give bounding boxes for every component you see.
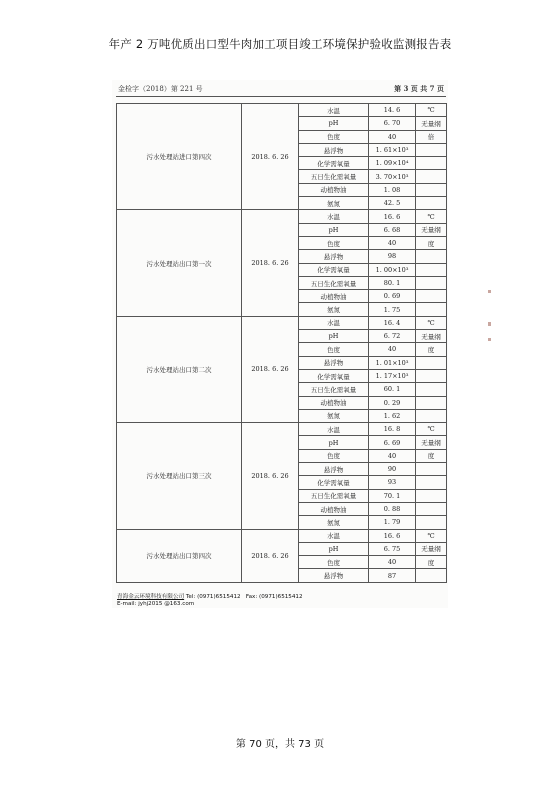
value-cell: 16. 8 — [369, 423, 416, 436]
unit-cell — [416, 197, 447, 210]
unit-cell — [416, 476, 447, 489]
unit-cell: 度 — [416, 343, 447, 356]
parameter-cell: pH — [299, 117, 369, 130]
parameter-cell: 动植物油 — [299, 183, 369, 196]
unit-cell — [416, 569, 447, 582]
unit-cell — [416, 369, 447, 382]
parameter-cell: 化学需氧量 — [299, 476, 369, 489]
parameter-cell: pH — [299, 436, 369, 449]
unit-cell: 度 — [416, 236, 447, 249]
unit-cell: ℃ — [416, 529, 447, 542]
value-cell: 0. 88 — [369, 502, 416, 515]
value-cell: 1. 79 — [369, 516, 416, 529]
value-cell: 16. 6 — [369, 529, 416, 542]
value-cell: 1. 62 — [369, 409, 416, 422]
value-cell: 0. 29 — [369, 396, 416, 409]
value-cell: 1. 01×10³ — [369, 356, 416, 369]
table-row — [117, 210, 447, 223]
unit-cell — [416, 516, 447, 529]
sampling-location-cell: 污水处理站出口第四次 — [117, 529, 242, 582]
unit-cell: 倍 — [416, 130, 447, 143]
company-contact-line — [117, 592, 303, 600]
unit-cell — [416, 396, 447, 409]
unit-cell — [416, 356, 447, 369]
unit-cell: 无量纲 — [416, 223, 447, 236]
unit-cell — [416, 183, 447, 196]
parameter-cell: 悬浮物 — [299, 569, 369, 582]
table-row — [117, 529, 447, 542]
report-title: 年产 2 万吨优质出口型牛肉加工项目竣工环境保护验收监测报告表 — [108, 37, 452, 51]
unit-cell — [416, 489, 447, 502]
value-cell: 98 — [369, 250, 416, 263]
parameter-cell: 悬浮物 — [299, 463, 369, 476]
value-cell: 40 — [369, 556, 416, 569]
unit-cell: 无量纲 — [416, 330, 447, 343]
tel-number: (0971)6515412 — [197, 594, 241, 600]
parameter-cell: pH — [299, 330, 369, 343]
value-cell: 1. 61×10³ — [369, 143, 416, 156]
unit-cell: 度 — [416, 556, 447, 569]
sampling-date-cell: 2018. 6. 26 — [242, 316, 299, 422]
parameter-cell: 色度 — [299, 449, 369, 462]
value-cell: 1. 17×10³ — [369, 369, 416, 382]
value-cell: 80. 1 — [369, 276, 416, 289]
unit-cell — [416, 263, 447, 276]
parameter-cell: 五日生化需氧量 — [299, 489, 369, 502]
document-page-label: 第 3 页 共 7 页 — [394, 84, 444, 93]
parameter-cell: 化学需氧量 — [299, 369, 369, 382]
unit-cell: 无量纲 — [416, 117, 447, 130]
unit-cell: 无量纲 — [416, 542, 447, 555]
parameter-cell: 动植物油 — [299, 396, 369, 409]
value-cell: 6. 70 — [369, 117, 416, 130]
parameter-cell: 色度 — [299, 236, 369, 249]
unit-cell — [416, 383, 447, 396]
unit-cell — [416, 303, 447, 316]
sampling-date-cell: 2018. 6. 26 — [242, 529, 299, 582]
value-cell: 40 — [369, 130, 416, 143]
document-number: 金检字（2018）第 221 号 — [118, 85, 203, 93]
parameter-cell: 化学需氧量 — [299, 157, 369, 170]
parameter-cell: 悬浮物 — [299, 143, 369, 156]
parameter-cell: 水温 — [299, 210, 369, 223]
parameter-cell: 氨氮 — [299, 516, 369, 529]
email-line — [117, 601, 194, 607]
value-cell: 70. 1 — [369, 489, 416, 502]
parameter-cell: 色度 — [299, 130, 369, 143]
parameter-cell: pH — [299, 542, 369, 555]
email-address: jyhj2015 @163.com — [138, 601, 195, 607]
table-row — [117, 316, 447, 329]
value-cell: 90 — [369, 463, 416, 476]
value-cell: 1. 09×10⁴ — [369, 157, 416, 170]
unit-cell: ℃ — [416, 104, 447, 117]
unit-cell: ℃ — [416, 423, 447, 436]
parameter-cell: 五日生化需氧量 — [299, 170, 369, 183]
sampling-location-cell: 污水处理站进口第四次 — [117, 104, 242, 210]
parameter-cell: 水温 — [299, 529, 369, 542]
value-cell: 60. 1 — [369, 383, 416, 396]
parameter-cell: 五日生化需氧量 — [299, 276, 369, 289]
unit-cell: 无量纲 — [416, 436, 447, 449]
unit-cell — [416, 502, 447, 515]
table-row — [117, 104, 447, 117]
value-cell: 6. 75 — [369, 542, 416, 555]
unit-cell — [416, 463, 447, 476]
header-rule — [116, 96, 446, 97]
value-cell: 40 — [369, 236, 416, 249]
unit-cell — [416, 157, 447, 170]
value-cell: 40 — [369, 449, 416, 462]
unit-cell: ℃ — [416, 316, 447, 329]
parameter-cell: 氨氮 — [299, 303, 369, 316]
value-cell: 42. 5 — [369, 197, 416, 210]
monitoring-table-body — [117, 104, 447, 583]
parameter-cell: 动植物油 — [299, 502, 369, 515]
value-cell: 16. 4 — [369, 316, 416, 329]
unit-cell — [416, 276, 447, 289]
parameter-cell: 五日生化需氧量 — [299, 383, 369, 396]
parameter-cell: 悬浮物 — [299, 356, 369, 369]
unit-cell — [416, 170, 447, 183]
parameter-cell: 氨氮 — [299, 197, 369, 210]
table-row — [117, 423, 447, 436]
value-cell: 1. 75 — [369, 303, 416, 316]
parameter-cell: 悬浮物 — [299, 250, 369, 263]
sampling-date-cell: 2018. 6. 26 — [242, 210, 299, 316]
sampling-location-cell: 污水处理站出口第二次 — [117, 316, 242, 422]
value-cell: 14. 6 — [369, 104, 416, 117]
parameter-cell: pH — [299, 223, 369, 236]
scan-margin-mark — [488, 322, 491, 326]
parameter-cell: 色度 — [299, 556, 369, 569]
value-cell: 6. 69 — [369, 436, 416, 449]
monitoring-table — [116, 103, 447, 583]
value-cell: 3. 70×10³ — [369, 170, 416, 183]
sampling-date-cell: 2018. 6. 26 — [242, 423, 299, 529]
email-label: E-mail: — [117, 601, 137, 607]
unit-cell — [416, 143, 447, 156]
unit-cell — [416, 409, 447, 422]
sampling-location-cell: 污水处理站出口第一次 — [117, 210, 242, 316]
parameter-cell: 水温 — [299, 423, 369, 436]
scan-margin-mark — [488, 290, 491, 293]
parameter-cell: 化学需氧量 — [299, 263, 369, 276]
value-cell: 1. 00×10³ — [369, 263, 416, 276]
value-cell: 6. 72 — [369, 330, 416, 343]
parameter-cell: 动植物油 — [299, 290, 369, 303]
parameter-cell: 色度 — [299, 343, 369, 356]
sampling-location-cell: 污水处理站出口第三次 — [117, 423, 242, 529]
unit-cell: 度 — [416, 449, 447, 462]
unit-cell — [416, 290, 447, 303]
value-cell: 93 — [369, 476, 416, 489]
parameter-cell: 氨氮 — [299, 409, 369, 422]
value-cell: 87 — [369, 569, 416, 582]
parameter-cell: 水温 — [299, 316, 369, 329]
fax-number: (0971)6515412 — [259, 594, 303, 600]
value-cell: 0. 69 — [369, 290, 416, 303]
value-cell: 1. 08 — [369, 183, 416, 196]
fax-label: Fax: — [245, 594, 258, 600]
scan-margin-mark — [488, 338, 491, 341]
value-cell: 16. 6 — [369, 210, 416, 223]
page-number-footer: 第 70 页，共 73 页 — [235, 739, 325, 750]
tel-label: Tel: — [185, 594, 196, 600]
value-cell: 40 — [369, 343, 416, 356]
unit-cell: ℃ — [416, 210, 447, 223]
parameter-cell: 水温 — [299, 104, 369, 117]
unit-cell — [416, 250, 447, 263]
value-cell: 6. 68 — [369, 223, 416, 236]
sampling-date-cell: 2018. 6. 26 — [242, 104, 299, 210]
company-name: 青海金云环境科技有限公司 — [117, 594, 185, 600]
